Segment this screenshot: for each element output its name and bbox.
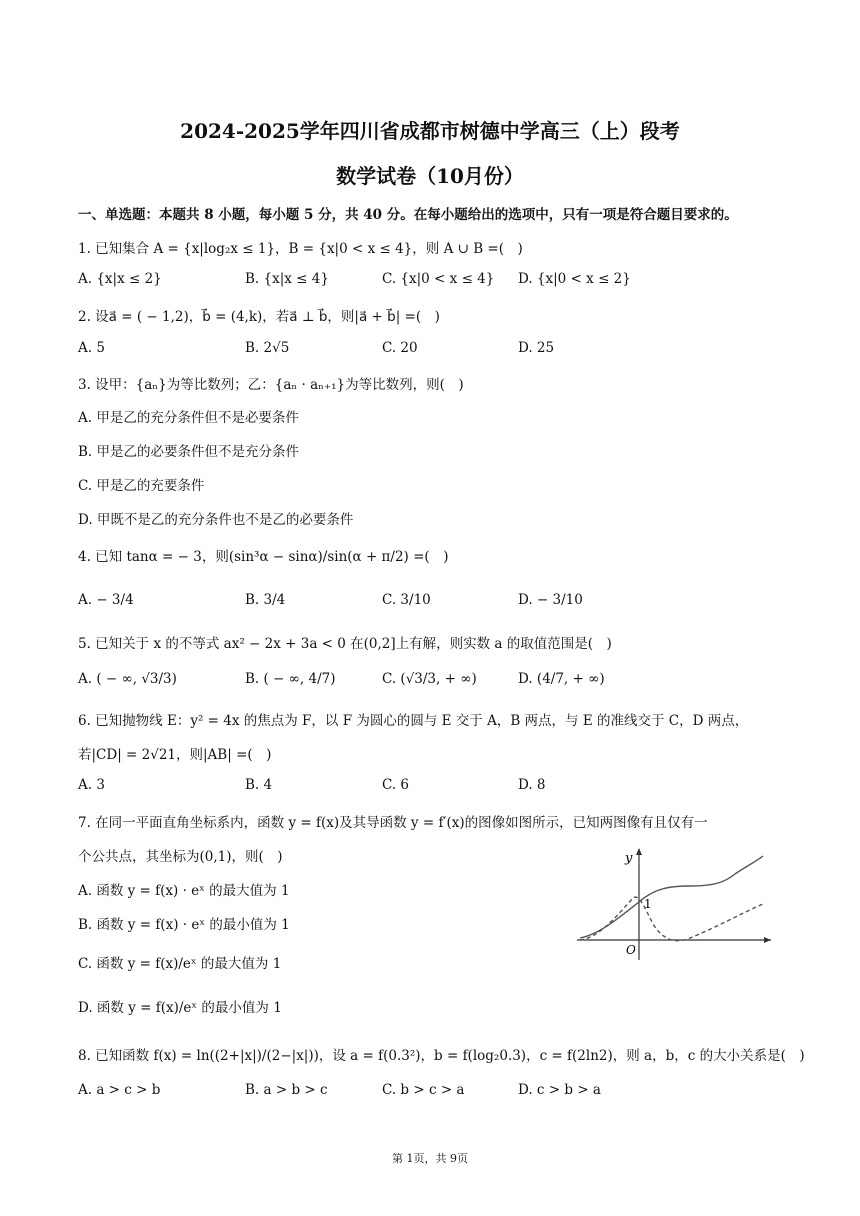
q3-option-d: D. 甲既不是乙的充分条件也不是乙的必要条件 (78, 512, 354, 528)
function-graph-figure (575, 842, 775, 962)
q4-option-b: B. 3/4 (245, 592, 286, 608)
y-axis-label: y (625, 851, 633, 866)
q6-option-c: C. 6 (382, 777, 410, 793)
page-title: 2024-2025学年四川省成都市树德中学高三（上）段考 (180, 119, 680, 143)
f-prime-curve (580, 897, 763, 941)
q7-option-b: B. 函数 y = f(x) · eˣ 的最小值为 1 (78, 917, 290, 933)
q5-option-b: B. ( − ∞, 4/7) (245, 671, 336, 687)
y-axis-arrow (636, 848, 642, 855)
question-2-stem: 2. 设a⃗ = ( − 1,2)，b⃗ = (4,k)，若a⃗ ⊥ b⃗，则|a⃗ + b⃗| =( ) (78, 309, 440, 325)
q2-option-d: D. 25 (518, 340, 555, 356)
q6-option-a: A. 3 (78, 777, 105, 793)
q7-option-a: A. 函数 y = f(x) · eˣ 的最大值为 1 (78, 883, 290, 899)
question-4-stem: 4. 已知 tanα = − 3，则(sin³α − sinα)/sin(α + π/2) =( ) (78, 549, 449, 565)
q1-option-b: B. {x|x ≤ 4} (245, 271, 329, 287)
question-6-stem-cont: 若|CD| = 2√21，则|AB| =( ) (78, 747, 272, 763)
q5-option-c: C. (√3/3, + ∞) (382, 671, 477, 687)
q4-option-c: C. 3/10 (382, 592, 431, 608)
q8-option-d: D. c > b > a (518, 1082, 601, 1098)
q2-option-b: B. 2√5 (245, 340, 290, 356)
question-3-stem: 3. 设甲：{aₙ}为等比数列；乙：{aₙ · aₙ₊₁}为等比数列，则( ) (78, 377, 464, 393)
q2-option-c: C. 20 (382, 340, 418, 356)
q4-option-d: D. − 3/10 (518, 592, 583, 608)
q1-option-a: A. {x|x ≤ 2} (78, 271, 162, 287)
question-8-stem: 8. 已知函数 f(x) = ln((2+|x|)/(2−|x|))，设 a = f(0.3²)，b = f(log₂0.3)，c = f(2ln2)，则 a，b，c 的大小关系是( ) (78, 1048, 805, 1064)
question-1-stem: 1. 已知集合 A = {x|log₂x ≤ 1}，B = {x|0 < x ≤ 4}，则 A ∪ B =( ) (78, 241, 523, 257)
x-axis-arrow (764, 937, 771, 943)
q4-option-a: A. − 3/4 (78, 592, 134, 608)
q1-option-c: C. {x|0 < x ≤ 4} (382, 271, 495, 287)
q7-option-c: C. 函数 y = f(x)/eˣ 的最大值为 1 (78, 956, 282, 972)
q3-option-c: C. 甲是乙的充要条件 (78, 478, 205, 494)
page-footer: 第 1页，共 9页 (392, 1152, 468, 1165)
q2-option-a: A. 5 (78, 340, 105, 356)
q8-option-a: A. a > c > b (78, 1082, 161, 1098)
question-6-stem: 6. 已知抛物线 E：y² = 4x 的焦点为 F，以 F 为圆心的圆与 E 交于 A，B 两点，与 E 的准线交于 C，D 两点， (78, 713, 749, 729)
q8-option-b: B. a > b > c (245, 1082, 328, 1098)
q3-option-b: B. 甲是乙的必要条件但不是充分条件 (78, 444, 300, 460)
origin-label: O (626, 943, 636, 957)
q1-option-d: D. {x|0 < x ≤ 2} (518, 271, 631, 287)
q8-option-c: C. b > c > a (382, 1082, 465, 1098)
section-heading: 一、单选题：本题共 8 小题，每小题 5 分，共 40 分。在每小题给出的选项中，只有一项是符合题目要求的。 (78, 207, 738, 223)
q3-option-a: A. 甲是乙的充分条件但不是必要条件 (78, 410, 299, 426)
q5-option-d: D. (4/7, + ∞) (518, 671, 605, 687)
question-5-stem: 5. 已知关于 x 的不等式 ax² − 2x + 3a < 0 在(0,2]上有解，则实数 a 的取值范围是( ) (78, 636, 612, 652)
question-7-stem-cont: 个公共点，其坐标为(0,1)，则( ) (78, 849, 283, 865)
page-subtitle: 数学试卷（10月份） (336, 164, 524, 188)
q6-option-d: D. 8 (518, 777, 546, 793)
one-label: 1 (644, 897, 652, 911)
q7-option-d: D. 函数 y = f(x)/eˣ 的最小值为 1 (78, 1000, 282, 1016)
q6-option-b: B. 4 (245, 777, 273, 793)
question-7-stem: 7. 在同一平面直角坐标系内，函数 y = f(x)及其导函数 y = f′(x)的图像如图所示，已知两图像有且仅有一 (78, 815, 708, 831)
q5-option-a: A. ( − ∞, √3/3) (78, 671, 177, 687)
